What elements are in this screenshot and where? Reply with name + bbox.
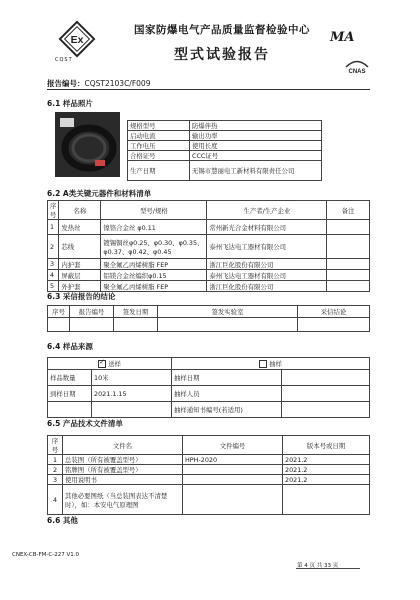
cell xyxy=(282,370,370,386)
cell: 1 xyxy=(48,220,59,235)
cell: 铝镁合金丝编织φ0.15 xyxy=(101,270,207,281)
cell: 1 xyxy=(48,455,63,465)
header-cell: 型号/规格 xyxy=(101,201,207,220)
table-row xyxy=(48,281,370,292)
take-sample-option[interactable] xyxy=(172,358,370,370)
cell xyxy=(282,402,370,418)
cell xyxy=(114,318,158,332)
cell: 聚全氟乙丙烯树脂 FEP xyxy=(101,259,207,270)
table-header-row xyxy=(48,306,370,318)
tech-docs-table xyxy=(47,435,370,515)
cell xyxy=(183,475,283,485)
ex-logo xyxy=(58,20,96,58)
adopted-reports-table xyxy=(47,305,370,332)
cell: 启动电流 xyxy=(128,131,190,141)
sample-photo xyxy=(55,112,120,177)
cell: 工作电压 xyxy=(128,141,190,151)
table-row xyxy=(48,386,370,402)
cell: 浙江巨化股份有限公司 xyxy=(207,259,327,270)
table-row xyxy=(128,151,322,161)
send-sample-option[interactable] xyxy=(48,358,172,370)
header-cell: 版本号或日期 xyxy=(283,436,370,455)
cell: 抽样通知书编号(若适用) xyxy=(172,402,282,418)
header-cell: 采信结论 xyxy=(298,306,370,318)
report-number xyxy=(47,78,150,89)
header-cell: 序号 xyxy=(48,436,63,455)
cell: 抽样人员 xyxy=(172,386,282,402)
cell: 合格证号 xyxy=(128,151,190,161)
cell: 使用说明书 xyxy=(63,475,183,485)
header-cell: 签发日期 xyxy=(114,306,158,318)
sample-source-table xyxy=(47,357,370,418)
table-header-row xyxy=(48,201,370,220)
cnas-logo-text: CNAS xyxy=(348,69,366,74)
cell: 无锡市慧丽电工新材料有限责任公司 xyxy=(190,161,322,181)
cell xyxy=(92,402,172,418)
table-row xyxy=(48,370,370,386)
header-cell: 序号 xyxy=(48,201,59,220)
cell xyxy=(327,235,370,259)
cqst-logo-text: CQST xyxy=(55,57,73,63)
table-row xyxy=(48,402,370,418)
cell: 2021.2 xyxy=(283,465,370,475)
cell: CCC证号 xyxy=(190,151,322,161)
section-6-2-title: 6.2 A类关键元器件和材料清单 xyxy=(47,189,152,198)
header-cell: 生产者/生产企业 xyxy=(207,201,327,220)
cell: 4 xyxy=(48,270,59,281)
cell: 样品数量 xyxy=(48,370,92,386)
cell: 规格型号 xyxy=(128,121,190,131)
table-row xyxy=(128,141,322,151)
table-row xyxy=(48,318,370,332)
footer-divider xyxy=(296,568,360,569)
cell: 5 xyxy=(48,281,59,292)
cell: 聚全氟乙丙烯树脂 FEP xyxy=(101,281,207,292)
header-cell: 备注 xyxy=(327,201,370,220)
send-sample-checkbox[interactable] xyxy=(98,360,106,368)
cell: 外护套 xyxy=(59,281,101,292)
ma-logo: MA xyxy=(330,30,355,45)
cell: 2 xyxy=(48,235,59,259)
cell xyxy=(282,386,370,402)
cell xyxy=(327,259,370,270)
table-row xyxy=(128,161,322,181)
header-cell: 序号 xyxy=(48,306,70,318)
cell: HPH-2020 xyxy=(183,455,283,465)
cell: 10米 xyxy=(92,370,172,386)
cell: 屏蔽层 xyxy=(59,270,101,281)
cell: 2021.2 xyxy=(283,455,370,465)
page-number: 第 4 页 共 33 页 xyxy=(297,563,339,569)
cell xyxy=(158,318,298,332)
cell: 输出功率 xyxy=(190,131,322,141)
cell: 芯线 xyxy=(59,235,101,259)
header-cell: 签发实验室 xyxy=(158,306,298,318)
table-row xyxy=(48,455,370,465)
cell: 2021.2 xyxy=(283,475,370,485)
table-row xyxy=(48,465,370,475)
cell xyxy=(327,270,370,281)
report-title: 型式试验报告 xyxy=(174,47,270,63)
cell: 泰州飞达电工器材有限公司 xyxy=(207,270,327,281)
table-row xyxy=(48,220,370,235)
components-table xyxy=(47,200,370,292)
section-6-6-title: 6.6 其他 xyxy=(47,516,78,525)
table-row xyxy=(48,235,370,259)
section-6-4-title: 6.4 样品来源 xyxy=(47,342,93,351)
cell: 铭牌图（所有被覆盖型号） xyxy=(63,465,183,475)
section-6-3-title: 6.3 采信报告的结论 xyxy=(47,292,116,301)
cnas-logo xyxy=(343,58,371,74)
cell xyxy=(298,318,370,332)
table-row xyxy=(48,485,370,515)
cell xyxy=(183,485,283,515)
cell xyxy=(70,318,114,332)
cell: 发热丝 xyxy=(59,220,101,235)
cell: 防爆伴热 xyxy=(190,121,322,131)
cell: 镍铬合金丝 φ0.11 xyxy=(101,220,207,235)
cell: 泰州飞达电工器材有限公司 xyxy=(207,235,327,259)
cell xyxy=(327,281,370,292)
cell: 生产日期 xyxy=(128,161,190,181)
cell: 2 xyxy=(48,465,63,475)
table-row xyxy=(48,475,370,485)
header-cell: 文件名 xyxy=(63,436,183,455)
cell: 抽样日期 xyxy=(172,370,282,386)
cell: 常州新光合金材料有限公司 xyxy=(207,220,327,235)
cell: 3 xyxy=(48,259,59,270)
report-number-label: 报告编号： xyxy=(47,79,85,88)
ex-logo-text: Ex xyxy=(70,34,84,46)
cell xyxy=(183,465,283,475)
cell xyxy=(48,318,70,332)
table-row xyxy=(48,270,370,281)
cell: 其他必要图纸（当总装图表达不清楚时），如：本安电气原理图 xyxy=(63,485,183,515)
table-row xyxy=(128,121,322,131)
cell: 使用长度 xyxy=(190,141,322,151)
send-sample-label: 送样 xyxy=(108,360,121,368)
table-header-row xyxy=(48,436,370,455)
table-row xyxy=(128,131,322,141)
section-6-5-title: 6.5 产品技术文件清单 xyxy=(47,419,123,428)
header-divider xyxy=(47,89,370,90)
section-6-1-title: 6.1 样品照片 xyxy=(47,99,93,108)
sample-info-table xyxy=(127,120,322,181)
cell xyxy=(283,485,370,515)
take-sample-checkbox[interactable] xyxy=(259,360,267,368)
header-cell: 文件编号 xyxy=(183,436,283,455)
table-row xyxy=(48,358,370,370)
cell: 到样日期 xyxy=(48,386,92,402)
center-name: 国家防爆电气产品质量监督检验中心 xyxy=(134,24,310,36)
cell: 内护套 xyxy=(59,259,101,270)
header-cell: 报告编号 xyxy=(70,306,114,318)
cell xyxy=(327,220,370,235)
cell: 3 xyxy=(48,475,63,485)
report-number-value: CQST2103C/F009 xyxy=(84,79,151,88)
header-cell: 名称 xyxy=(59,201,101,220)
form-code: CNEX-CB-FM-C-227 V1.0 xyxy=(12,552,79,558)
cell xyxy=(48,402,92,418)
cell: 2021.1.15 xyxy=(92,386,172,402)
cell: 4 xyxy=(48,485,63,515)
table-row xyxy=(48,259,370,270)
cell: 镀锡铜丝φ0.25、φ0.30、φ0.35、φ0.37、φ0.42、φ0.45 xyxy=(101,235,207,259)
take-sample-label: 抽样 xyxy=(269,360,282,368)
cell: 浙江巨化股份有限公司 xyxy=(207,281,327,292)
cell: 总装图（所有被覆盖型号） xyxy=(63,455,183,465)
